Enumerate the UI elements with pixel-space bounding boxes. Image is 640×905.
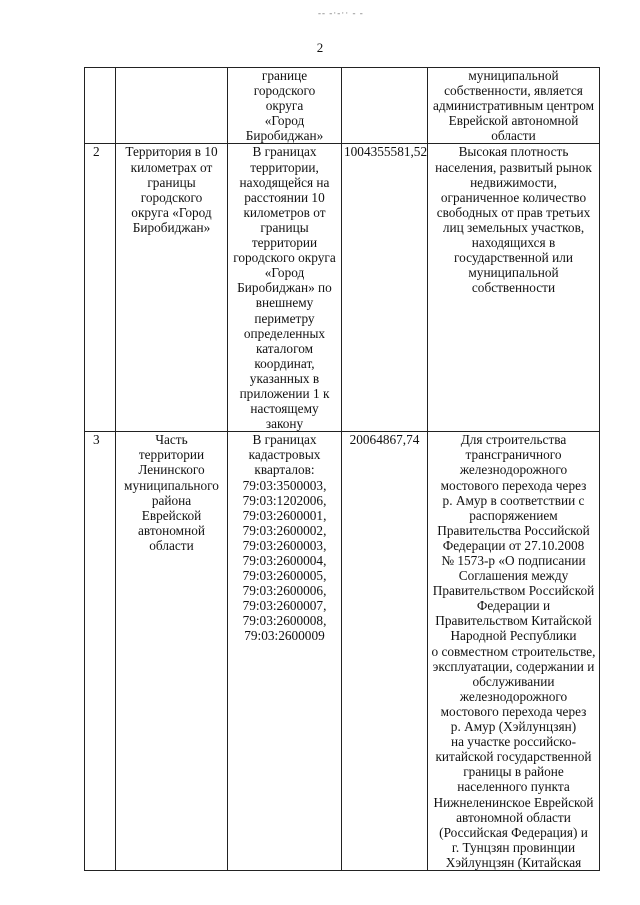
table-row — [85, 432, 600, 871]
territory-name: Территория в 10 километрах от границы городского округа «Город Биробиджан» — [125, 144, 218, 235]
row-number-cell — [85, 144, 116, 432]
justification-text: Высокая плотность населения, развитый рынок недвижимости, ограниченное количество свободных от прав третьих лиц земельных участков, находящихся в государственной или муниципальной собственности — [435, 144, 592, 296]
table-row — [85, 68, 600, 144]
boundaries-text: В границах кадастровых кварталов: 79:03:3500003, 79:03:1202006, 79:03:2600001, 79:03:2600002, 79:03:2600003, 79:03:2600004, 79:03:2600005, 79:03:2600006, 79:03:2600007, 79:03:2600008, 79:03:2600009 — [242, 432, 327, 644]
boundaries-text: В границах территории, находящейся на расстоянии 10 километров от границы территории городского округа «Город Биробиджан» по внешнему периметру определенных каталогом координат, указанных в приложении 1 к настоящему закону — [233, 144, 336, 432]
justification-text: Для строительства трансграничного железнодорожного мостового перехода через р. Амур в соответствии с распоряжением Правительства Российской Федерации от 27.10.2008 № 1573-р «О подписании Соглашения между Правительством Российской Федерации и Правительством Китайской Народной Республики о совместном строительстве, эксплуатации, содержании и обслуживании железнодорожного мостового перехода через р. Амур (Хэйлунцзян) на участке российско- китайской государственной границы в районе населенного пункта Нижнеленинское Еврейской автономной области (Российская Федерация) и г. Тунцзян провинции Хэйлунцзян (Китайская — [431, 432, 596, 870]
boundaries-cell — [228, 144, 342, 432]
table-row — [85, 144, 600, 432]
row-number-cell — [85, 68, 116, 144]
area-value: 20064867,74 — [349, 432, 420, 448]
justification-cell — [428, 144, 600, 432]
area-cell — [342, 68, 428, 144]
row-number: 2 — [93, 144, 100, 160]
page-number: 2 — [316, 40, 324, 55]
territory-name-cell — [116, 68, 228, 144]
justification-cell — [428, 68, 600, 144]
boundaries-cell — [228, 68, 342, 144]
justification-text: муниципальной собственности, является административным центром Еврейской автономной области — [432, 68, 595, 144]
boundaries-text: границе городского округа «Город Биробиджан» — [245, 68, 324, 144]
row-number-cell — [85, 432, 116, 871]
justification-cell — [428, 432, 600, 871]
area-cell — [342, 144, 428, 432]
document-table — [84, 67, 600, 871]
scan-mark: -- -·-·· - - — [318, 8, 364, 18]
area-cell — [342, 432, 428, 871]
territory-name-cell — [116, 144, 228, 432]
territory-name: Часть территории Ленинского муниципального района Еврейской автономной области — [124, 432, 219, 553]
boundaries-cell — [228, 432, 342, 871]
area-value: 1004355581,52 — [344, 144, 428, 160]
territory-name-cell — [116, 432, 228, 871]
row-number: 3 — [93, 432, 100, 448]
